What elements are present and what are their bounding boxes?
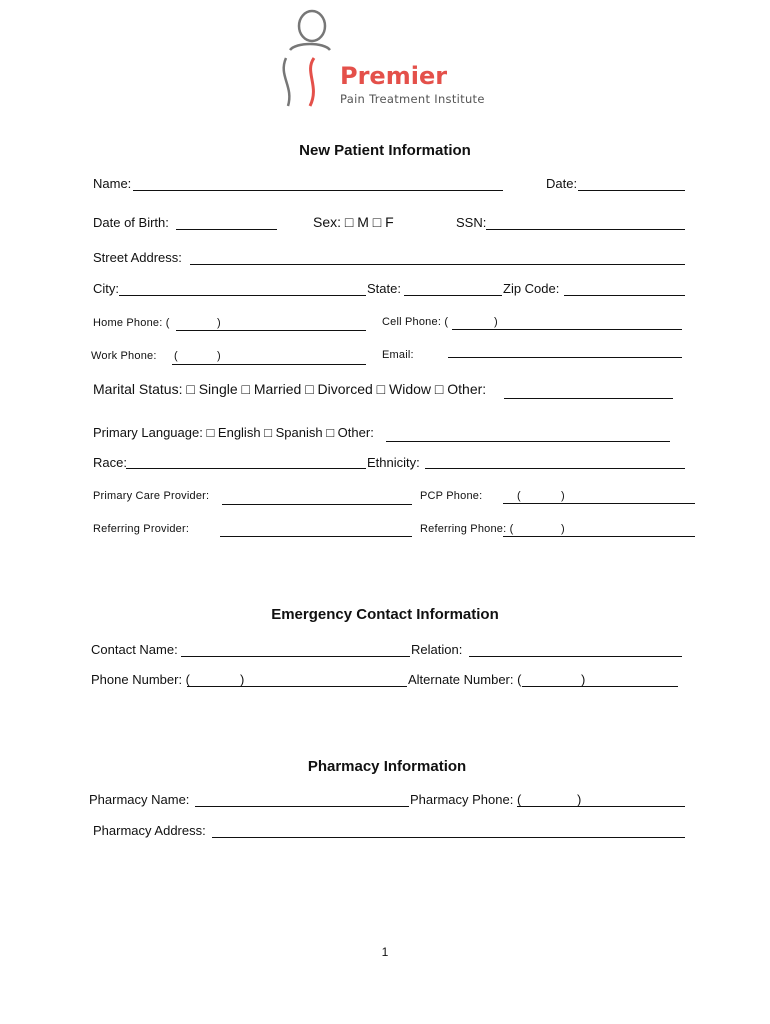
date-label: Date:: [546, 176, 578, 191]
phone-number-close: ): [240, 672, 245, 687]
ssn-line: [486, 229, 685, 230]
email-label: Email:: [382, 349, 414, 361]
pcp-line: [222, 504, 412, 505]
city-field[interactable]: [119, 279, 366, 295]
date-field[interactable]: [578, 174, 685, 190]
zip-label: Zip Code:: [503, 281, 560, 296]
section-title-emergency: Emergency Contact Information: [271, 606, 499, 623]
marital-status-checkboxes[interactable]: Marital Status: □ Single □ Married □ Divorced □ Widow □ Other:: [93, 381, 487, 397]
referring-phone-line: [503, 536, 695, 537]
home-phone-close: ): [217, 317, 221, 329]
language-other-line: [386, 441, 670, 442]
alternate-number-close: ): [581, 672, 586, 687]
cell-phone-label: Cell Phone: (: [382, 316, 449, 328]
race-line: [126, 468, 366, 469]
pharmacy-phone-field[interactable]: [517, 790, 685, 806]
home-phone-field[interactable]: [176, 315, 366, 331]
pharmacy-phone-line: [517, 806, 685, 807]
home-phone-line: [176, 330, 366, 331]
referring-phone-label: Referring Phone: (: [420, 523, 514, 535]
referring-provider-label: Referring Provider:: [93, 523, 190, 535]
state-line: [404, 295, 502, 296]
name-label: Name:: [93, 176, 132, 191]
work-phone-field[interactable]: [172, 348, 366, 364]
pharmacy-phone-label: Pharmacy Phone: (: [410, 792, 522, 807]
logo-figure-icon: [276, 6, 336, 110]
relation-label: Relation:: [411, 642, 463, 657]
alternate-number-line: [522, 686, 678, 687]
pcp-phone-field[interactable]: [503, 488, 695, 504]
race-field[interactable]: [126, 452, 366, 468]
pcp-phone-label: PCP Phone:: [420, 490, 483, 502]
cell-phone-line: [452, 329, 682, 330]
language-checkboxes[interactable]: Primary Language: □ English □ Spanish □ Other:: [93, 425, 374, 440]
home-phone-label: Home Phone: (: [93, 317, 170, 329]
logo-brand: Premier: [340, 62, 448, 90]
dob-line: [176, 229, 277, 230]
date-line: [578, 190, 685, 191]
section-title-patient: New Patient Information: [299, 142, 471, 159]
email-line: [448, 357, 682, 358]
alternate-number-field[interactable]: [522, 670, 678, 686]
pcp-phone-close: ): [561, 490, 565, 502]
work-phone-paren: (: [174, 350, 178, 362]
referring-provider-line: [220, 536, 412, 537]
marital-other-field[interactable]: [504, 382, 673, 398]
marital-other-line: [504, 398, 673, 399]
work-phone-close: ): [217, 350, 221, 362]
pharmacy-address-line: [212, 837, 685, 838]
race-label: Race:: [93, 455, 127, 470]
name-field[interactable]: [133, 174, 503, 190]
work-phone-label: Work Phone:: [91, 350, 157, 362]
city-line: [119, 295, 366, 296]
contact-name-field[interactable]: [181, 640, 410, 656]
dob-field[interactable]: [176, 213, 277, 229]
pcp-phone-line: [503, 503, 695, 504]
ethnicity-field[interactable]: [425, 452, 685, 468]
dob-label: Date of Birth:: [93, 215, 169, 230]
referring-phone-close: ): [561, 523, 565, 535]
zip-field[interactable]: [564, 279, 685, 295]
relation-line: [469, 656, 682, 657]
page-number: 1: [381, 945, 389, 959]
name-line: [133, 190, 503, 191]
pcp-phone-paren: (: [517, 490, 521, 502]
cell-phone-field[interactable]: [452, 314, 682, 330]
phone-number-label: Phone Number: (: [91, 672, 190, 687]
street-label: Street Address:: [93, 250, 182, 265]
pharmacy-address-field[interactable]: [212, 821, 685, 837]
pharmacy-name-line: [195, 806, 409, 807]
phone-number-line: [187, 686, 407, 687]
pharmacy-phone-close: ): [577, 792, 582, 807]
pcp-field[interactable]: [222, 488, 412, 504]
pharmacy-name-label: Pharmacy Name:: [89, 792, 190, 807]
contact-name-line: [181, 656, 410, 657]
ethnicity-label: Ethnicity:: [367, 455, 420, 470]
sex-checkboxes[interactable]: Sex: □ M □ F: [313, 214, 394, 230]
street-field[interactable]: [190, 248, 685, 264]
section-title-pharmacy: Pharmacy Information: [307, 758, 467, 775]
referring-phone-field[interactable]: [503, 520, 695, 536]
logo: [276, 6, 496, 110]
work-phone-line: [172, 364, 366, 365]
ssn-label: SSN:: [456, 215, 487, 230]
pharmacy-address-label: Pharmacy Address:: [93, 823, 206, 838]
email-field[interactable]: [448, 341, 682, 357]
pharmacy-name-field[interactable]: [195, 790, 409, 806]
city-label: City:: [93, 281, 119, 296]
state-label: State:: [367, 281, 401, 296]
cell-phone-close: ): [494, 316, 498, 328]
street-line: [190, 264, 685, 265]
phone-number-field[interactable]: [187, 670, 407, 686]
pcp-label: Primary Care Provider:: [93, 490, 210, 502]
zip-line: [564, 295, 685, 296]
language-other-field[interactable]: [386, 425, 670, 441]
relation-field[interactable]: [469, 640, 682, 656]
alternate-number-label: Alternate Number: (: [408, 672, 522, 687]
ethnicity-line: [425, 468, 685, 469]
contact-name-label: Contact Name:: [91, 642, 178, 657]
referring-provider-field[interactable]: [220, 520, 412, 536]
state-field[interactable]: [404, 279, 502, 295]
logo-subtitle: Pain Treatment Institute: [340, 92, 485, 106]
ssn-field[interactable]: [486, 213, 685, 229]
